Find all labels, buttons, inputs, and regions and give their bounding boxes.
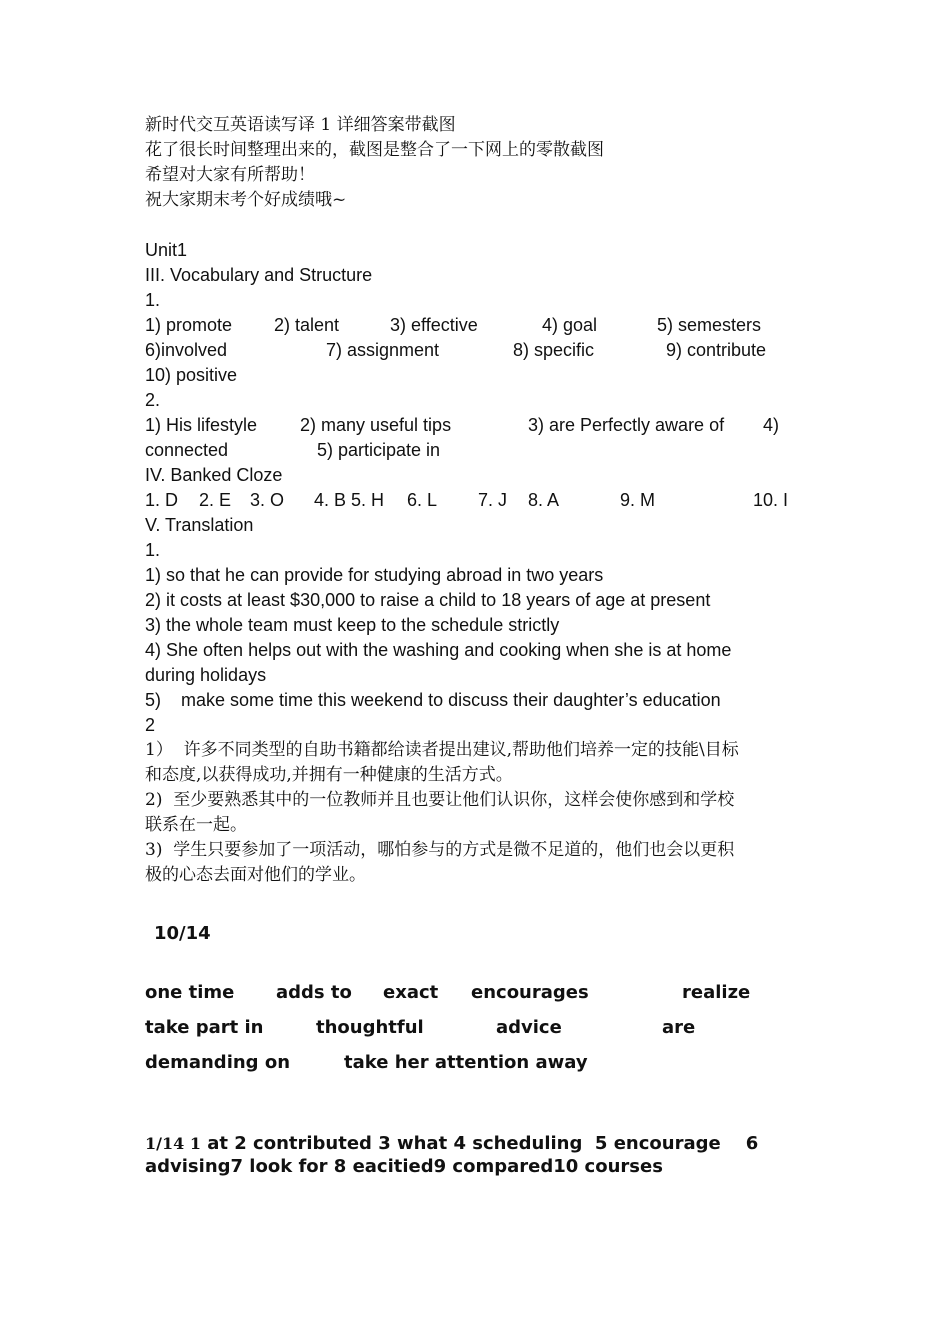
- vocab-row: [145, 313, 825, 338]
- intro-block: [145, 113, 825, 213]
- vocab-part1-label: 1.: [145, 290, 161, 310]
- answer-word: adds to: [276, 982, 352, 1003]
- vocab-item: 5) semesters: [657, 315, 762, 335]
- vocab-item: 6)involved: [145, 340, 228, 360]
- banked-answer: 7. J: [478, 490, 508, 510]
- banked-answer: 8. A: [528, 490, 560, 510]
- translation-part1-label: 1.: [145, 540, 161, 560]
- answer-word: one time: [145, 982, 235, 1003]
- section-1014-title: 10/14: [154, 923, 211, 944]
- translation-item: 4) She often helps out with the washing and cooking when she is at home: [145, 640, 732, 660]
- unit-title: Unit1: [145, 240, 188, 260]
- banked-answer: 6. L: [407, 490, 438, 510]
- vocab-item: 4) goal: [542, 315, 598, 335]
- intro-line: 祝大家期末考个好成绩哦~: [145, 190, 347, 210]
- translation-cn-line: 3) 学生只要参加了一项活动，哪怕参与的方式是微不足道的，他们也会以更积: [145, 840, 735, 860]
- banked-answer: 9. M: [620, 490, 656, 510]
- vocab-item: 2) talent: [274, 315, 340, 335]
- vocab-row: [145, 338, 825, 363]
- banked-row: [145, 488, 825, 513]
- vocab-item: 3) effective: [390, 315, 478, 335]
- banked-answer: 3. O: [250, 490, 285, 510]
- vocab-row: [145, 438, 825, 463]
- answer-word: encourages: [471, 982, 589, 1003]
- vocab-part2-label: 2.: [145, 390, 161, 410]
- banked-answer: 10. I: [753, 490, 789, 510]
- section-114-answers: at 2 contributed 3 what 4 scheduling 5 encourage 6: [200, 1133, 759, 1154]
- translation-part2-label: 2: [145, 715, 156, 735]
- translation-item: during holidays: [145, 665, 267, 685]
- vocab-item: 1) promote: [145, 315, 233, 335]
- answer-word: demanding on: [145, 1052, 291, 1073]
- answer-word: take her attention away: [344, 1052, 588, 1073]
- banked-answer: 4. B 5. H: [314, 490, 385, 510]
- translation-cn-line: 联系在一起。: [145, 815, 247, 835]
- vocab-item: 2) many useful tips: [300, 415, 452, 435]
- vocab-item: 5) participate in: [317, 440, 441, 460]
- intro-line: 花了很长时间整理出来的，截图是整合了一下网上的零散截图: [145, 140, 604, 160]
- banked-answer: 1. D: [145, 490, 179, 510]
- vocab-row: [145, 413, 825, 438]
- answer-word: take part in: [145, 1017, 264, 1038]
- answer-row: [145, 1010, 825, 1045]
- answer-row: [145, 975, 825, 1010]
- translation-cn-line: 极的心态去面对他们的学业。: [145, 865, 366, 885]
- vocab-item: 3) are Perfectly aware of: [528, 415, 725, 435]
- vocab-item: 8) specific: [513, 340, 595, 360]
- translation-item: 2) it costs at least $30,000 to raise a child to 18 years of age at present: [145, 590, 711, 610]
- vocab-row: [145, 363, 825, 388]
- intro-line: 新时代交互英语读写译 1 详细答案带截图: [145, 115, 456, 135]
- answer-word: thoughtful: [316, 1017, 424, 1038]
- banked-answer: 2. E: [199, 490, 232, 510]
- section-114-line: [145, 1132, 825, 1155]
- translation-heading: V. Translation: [145, 515, 254, 535]
- intro-line: 希望对大家有所帮助！: [145, 165, 315, 185]
- vocab-item: 10) positive: [145, 365, 238, 385]
- answer-word: are: [662, 1017, 696, 1038]
- answer-word: exact: [383, 982, 439, 1003]
- translation-cn-line: 1） 许多不同类型的自助书籍都给读者提出建议,帮助他们培养一定的技能\目标: [145, 740, 739, 760]
- vocab-heading: III. Vocabulary and Structure: [145, 265, 373, 285]
- banked-heading: IV. Banked Cloze: [145, 465, 283, 485]
- vocab-item: connected: [145, 440, 229, 460]
- document-page: [145, 113, 825, 1178]
- translation-cn-line: 和态度,以获得成功,并拥有一种健康的生活方式。: [145, 765, 513, 785]
- answer-word: realize: [682, 982, 751, 1003]
- vocab-item: 4): [763, 415, 780, 435]
- translation-item: 3) the whole team must keep to the schedule strictly: [145, 615, 560, 635]
- vocab-item: 1) His lifestyle: [145, 415, 258, 435]
- section-114-prefix: 1/14 1: [145, 1134, 201, 1153]
- translation-cn-line: 2) 至少要熟悉其中的一位教师并且也要让他们认识你，这样会使你感到和学校: [145, 790, 735, 810]
- translation-item: 5) make some time this weekend to discuss their daughter’s education: [145, 690, 721, 710]
- answer-word: advice: [496, 1017, 562, 1038]
- section-114-line: advising7 look for 8 eacitied9 compared10 courses: [145, 1156, 663, 1177]
- answer-row: [145, 1045, 825, 1080]
- translation-item: 1) so that he can provide for studying abroad in two years: [145, 565, 604, 585]
- vocab-item: 7) assignment: [326, 340, 440, 360]
- vocab-item: 9) contribute: [666, 340, 767, 360]
